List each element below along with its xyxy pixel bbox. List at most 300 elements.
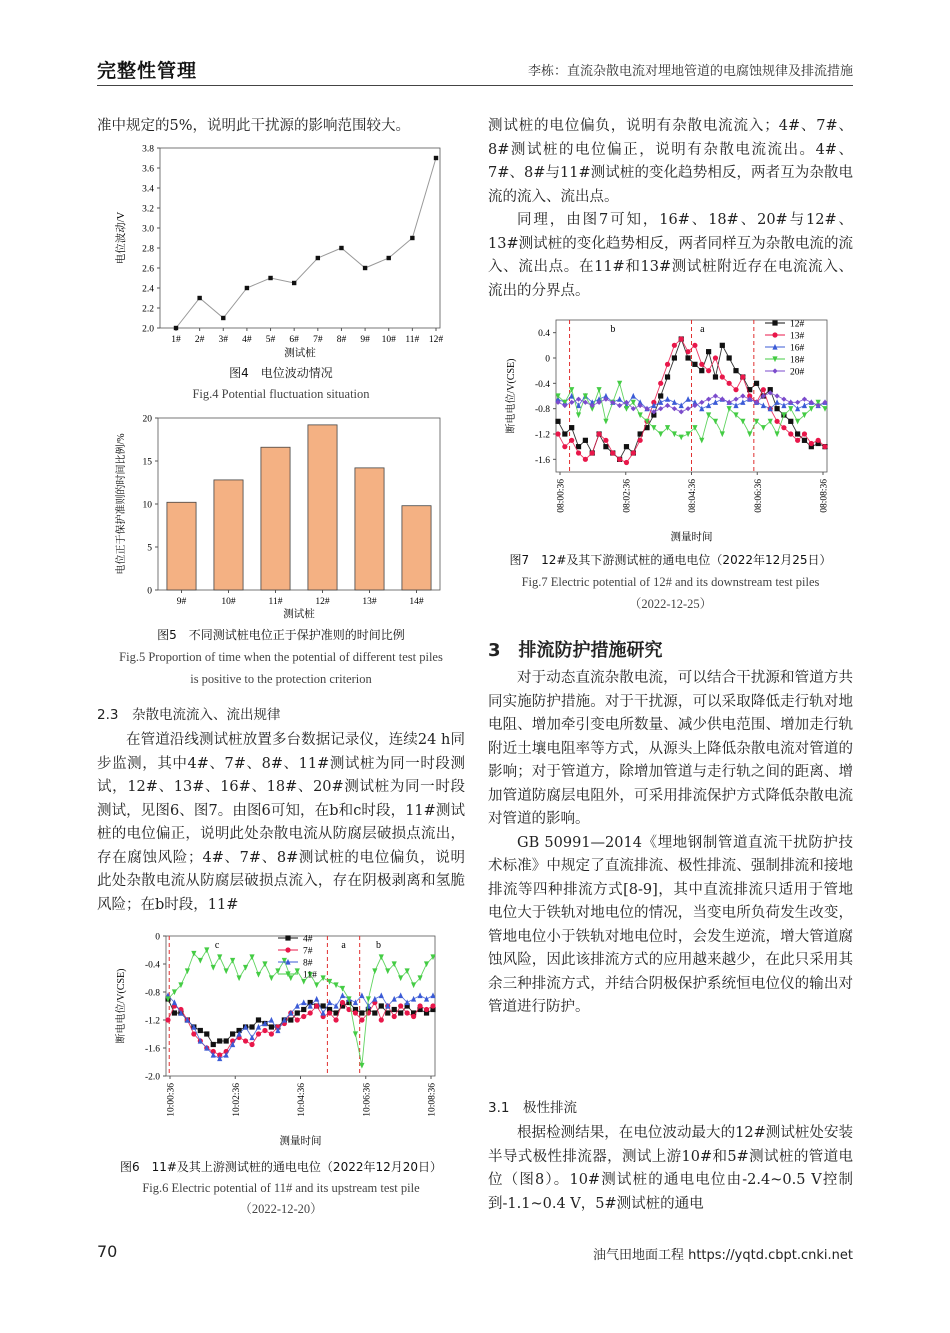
fig6-data-point bbox=[398, 992, 403, 998]
fig7-legend-marker bbox=[772, 332, 777, 337]
section-3-1-heading: 3.1 极性排流 bbox=[488, 1100, 577, 1116]
fig5-ytick-label: 0 bbox=[147, 586, 152, 597]
fig7-data-point bbox=[802, 402, 807, 408]
fig7-data-point bbox=[747, 431, 752, 437]
fig7-data-point bbox=[555, 419, 560, 424]
fig7-data-point bbox=[665, 403, 670, 408]
section-2-3-paragraph: 在管道沿线测试桩放置多台数据记录仪，连续24 h同步监测，其中4#、7#、8#、11#测试桩为同一时段测试，12#、13#、16#、18#、20#测试桩为同一时段测试，见图6、图7。由图6可知，在b和c时段，11#测试桩的电位偏正，说明此处杂散电流从防腐层破损点流出，存在腐蚀风险；4#、7#、8#测试桩的电位偏负，说明此处杂散电流从防腐层破损点流入，存在阴极剥离和氢脆风险；在b时段，11# bbox=[97, 732, 465, 913]
fig4-ytick-label: 3.8 bbox=[142, 144, 154, 155]
fig6-legend-label: 4# bbox=[303, 934, 313, 945]
fig4-ytick-label: 3.2 bbox=[142, 204, 154, 215]
fig7-data-point bbox=[740, 399, 745, 405]
fig6-xtick-label: 10:00:36 bbox=[166, 1083, 177, 1117]
fig7-chart bbox=[500, 312, 845, 544]
fig6-period-label: a bbox=[341, 940, 346, 951]
fig6-data-point bbox=[249, 1024, 254, 1029]
fig6-caption-en-1: Fig.6 Electric potential of 11# and its upstream test pile bbox=[142, 1181, 420, 1195]
fig6-data-point bbox=[295, 1017, 300, 1022]
fig4-caption-en: Fig.4 Potential fluctuation situation bbox=[192, 387, 370, 401]
fig6-data-point bbox=[314, 996, 319, 1002]
fig7-data-point bbox=[795, 400, 800, 405]
section-3-heading: 3 排流防护措施研究 bbox=[488, 640, 663, 661]
fig6-data-point bbox=[333, 1017, 338, 1022]
fig7-data-point bbox=[603, 419, 608, 425]
fig6-data-point bbox=[398, 1003, 403, 1008]
fig7-data-point bbox=[774, 419, 779, 424]
fig4-data-point bbox=[387, 256, 391, 260]
fig7-data-point bbox=[774, 406, 779, 411]
fig5-caption-en-1: Fig.5 Proportion of time when the potential of different test piles bbox=[119, 650, 443, 664]
fig4-xtick-label: 10# bbox=[381, 335, 396, 345]
fig6-ytick-label: 0 bbox=[155, 932, 160, 943]
right-col-top-text bbox=[488, 115, 853, 303]
fig5-xtick-label: 12# bbox=[315, 597, 330, 607]
fig7-data-point bbox=[795, 438, 800, 443]
fig6-data-point bbox=[256, 1017, 261, 1022]
fig6-data-point bbox=[217, 1038, 222, 1043]
fig6-data-point bbox=[256, 1031, 261, 1036]
fig4-xtick-label: 4# bbox=[242, 335, 252, 345]
fig6-data-point bbox=[262, 1028, 267, 1033]
fig7-data-point bbox=[617, 403, 622, 408]
fig6-data-point bbox=[295, 1003, 300, 1009]
fig7-data-point bbox=[576, 444, 581, 449]
fig4-plot-frame bbox=[160, 148, 440, 328]
fig6-data-point bbox=[211, 1042, 216, 1047]
fig7-data-point bbox=[727, 355, 732, 360]
fig7-data-point bbox=[802, 431, 807, 436]
fig5-bar bbox=[308, 425, 337, 590]
fig4-ytick-label: 3.4 bbox=[142, 184, 154, 195]
fig7-data-point bbox=[774, 399, 779, 405]
fig6-xlabel: 测量时间 bbox=[279, 1136, 322, 1147]
fig6-data-point bbox=[269, 1017, 274, 1023]
fig7-data-point bbox=[713, 374, 718, 379]
fig4-xtick-label: 7# bbox=[313, 335, 323, 345]
fig6-data-point bbox=[359, 1017, 364, 1022]
fig7-ytick-label: 0.4 bbox=[538, 329, 550, 340]
fig7-data-point bbox=[706, 349, 711, 354]
fig4-xtick-label: 6# bbox=[289, 335, 299, 345]
fig7-period-label: b bbox=[610, 324, 616, 335]
fig4-ytick-label: 3.0 bbox=[142, 224, 154, 235]
fig6-data-point bbox=[398, 1010, 403, 1015]
fig7-xtick-label: 08:06:36 bbox=[753, 479, 764, 513]
fig7-data-point bbox=[679, 409, 684, 414]
fig7-data-point bbox=[617, 457, 622, 462]
fig7-data-point bbox=[692, 343, 697, 348]
fig7-data-point bbox=[733, 397, 738, 402]
fig7-data-point bbox=[699, 368, 704, 373]
fig7-data-point bbox=[658, 431, 663, 437]
fig6-legend-marker bbox=[285, 935, 290, 940]
fig6-data-point bbox=[379, 954, 384, 960]
fig6-data-point bbox=[424, 996, 429, 1002]
fig4-xtick-label: 11# bbox=[405, 335, 420, 345]
fig7-data-point bbox=[576, 412, 581, 418]
section-2-3-body bbox=[97, 729, 465, 917]
fig7-data-point bbox=[596, 431, 601, 436]
fig5-ytick-label: 20 bbox=[142, 414, 152, 425]
fig5-plot-frame bbox=[158, 418, 440, 590]
fig5-caption-zh: 图5 不同测试桩电位正于保护准则的时间比例 bbox=[157, 628, 405, 642]
intro-line-block bbox=[97, 115, 465, 139]
fig4-xtick-label: 1# bbox=[171, 335, 181, 345]
fig4-ytick-label: 2.6 bbox=[142, 264, 154, 275]
fig7-data-point bbox=[706, 368, 711, 373]
fig7-data-point bbox=[617, 396, 622, 402]
fig7-data-point bbox=[754, 381, 759, 386]
section-3-1-body bbox=[488, 1122, 853, 1216]
fig6-legend-label: 11# bbox=[303, 970, 317, 981]
fig4-data-point bbox=[268, 276, 272, 280]
fig7-data-point bbox=[781, 397, 786, 402]
fig7-data-point bbox=[788, 431, 793, 436]
fig7-data-point bbox=[713, 355, 718, 360]
fig7-data-point bbox=[740, 393, 745, 398]
fig6-data-point bbox=[372, 1010, 377, 1015]
fig7-legend-label: 18# bbox=[790, 355, 805, 366]
fig7-legend-label: 20# bbox=[790, 367, 805, 378]
fig7-data-point bbox=[665, 396, 670, 402]
fig6-ytick-label: -2.0 bbox=[144, 1072, 160, 1083]
fig7-ytick-label: -0.4 bbox=[534, 379, 550, 390]
fig4-ylabel: 电位波动/V bbox=[116, 211, 127, 265]
fig6-xtick-label: 10:08:36 bbox=[427, 1083, 438, 1117]
fig7-data-point bbox=[562, 444, 567, 449]
fig7-data-point bbox=[761, 402, 766, 408]
fig6-data-point bbox=[314, 982, 319, 988]
fig7-data-point bbox=[761, 387, 766, 392]
fig5-ytick-label: 15 bbox=[142, 457, 152, 468]
fig6-data-point bbox=[288, 1017, 293, 1022]
fig7-caption-en-2: （2022-12-25） bbox=[628, 597, 713, 611]
fig6-data-point bbox=[301, 1014, 306, 1019]
fig6-data-point bbox=[424, 961, 429, 967]
fig6-data-point bbox=[392, 996, 397, 1002]
fig6-data-point bbox=[379, 1003, 384, 1008]
fig5-chart bbox=[110, 410, 450, 620]
fig7-xtick-label: 08:08:36 bbox=[819, 479, 830, 513]
fig6-data-point bbox=[191, 1031, 196, 1036]
fig6-plot-frame bbox=[166, 936, 435, 1076]
fig6-caption-en-2: （2022-12-20） bbox=[239, 1202, 323, 1216]
fig4-data-point bbox=[245, 286, 249, 290]
fig6-xtick-label: 10:06:36 bbox=[362, 1083, 373, 1117]
fig5-xtick-label: 14# bbox=[409, 597, 424, 607]
fig7-data-point bbox=[733, 368, 738, 373]
fig7-ytick-label: -1.6 bbox=[534, 455, 550, 466]
fig4-data-point bbox=[434, 156, 438, 160]
fig5-xtick-label: 9# bbox=[176, 597, 187, 607]
fig4-caption-zh: 图4 电位波动情况 bbox=[229, 366, 333, 380]
fig7-data-point bbox=[583, 457, 588, 462]
fig7-data-point bbox=[720, 343, 725, 348]
fig6-data-point bbox=[165, 1017, 170, 1022]
fig7-data-point bbox=[555, 431, 560, 436]
fig7-data-point bbox=[685, 355, 690, 360]
fig7-data-point bbox=[610, 450, 615, 455]
fig6-data-point bbox=[236, 975, 241, 981]
fig7-xtick-label: 08:02:36 bbox=[622, 479, 633, 513]
fig7-data-point bbox=[665, 374, 670, 379]
fig7-data-point bbox=[706, 402, 711, 408]
fig6-data-point bbox=[269, 975, 274, 981]
fig7-legend-marker bbox=[772, 320, 777, 325]
fig6-data-point bbox=[230, 1031, 235, 1036]
fig4-ytick-label: 2.8 bbox=[142, 244, 154, 255]
fig7-data-point bbox=[624, 406, 629, 412]
fig6-data-point bbox=[392, 1007, 397, 1012]
fig6-data-point bbox=[321, 1003, 326, 1008]
fig6-data-point bbox=[288, 975, 293, 981]
fig6-data-point bbox=[204, 1031, 209, 1036]
fig7-data-point bbox=[795, 431, 800, 436]
fig6-data-point bbox=[269, 1024, 274, 1029]
fig6-ytick-label: -1.2 bbox=[144, 1016, 160, 1027]
fig6-data-point bbox=[301, 999, 306, 1005]
fig7-data-point bbox=[720, 431, 725, 437]
fig7-data-point bbox=[569, 425, 574, 430]
fig6-chart bbox=[110, 926, 455, 1151]
fig5-ylabel: 电位正于保护准则的时间比例/% bbox=[116, 433, 127, 575]
fig7-data-point bbox=[631, 393, 636, 399]
fig7-data-point bbox=[665, 362, 670, 367]
fig7-data-point bbox=[631, 450, 636, 455]
fig6-data-point bbox=[359, 1010, 364, 1015]
fig6-data-point bbox=[198, 958, 203, 964]
fig7-data-point bbox=[706, 397, 711, 402]
fig6-period-label: b bbox=[376, 940, 382, 951]
fig7-data-point bbox=[685, 396, 690, 402]
fig4-xtick-label: 12# bbox=[428, 335, 444, 345]
fig7-ytick-label: -1.2 bbox=[534, 430, 550, 441]
fig6-data-point bbox=[411, 996, 416, 1002]
fig7-xtick-label: 08:00:36 bbox=[556, 479, 567, 513]
fig6-data-point bbox=[198, 1028, 203, 1033]
fig5-caption-en-2: is positive to the protection criterion bbox=[190, 672, 372, 686]
fig7-data-point bbox=[569, 438, 574, 443]
journal-brand: 完整性管理 bbox=[97, 60, 198, 82]
fig6-data-point bbox=[327, 1010, 332, 1015]
fig7-data-point bbox=[638, 438, 643, 443]
fig7-data-point bbox=[795, 419, 800, 425]
fig4-ytick-label: 2.0 bbox=[142, 324, 154, 335]
fig4-data-point bbox=[197, 296, 201, 300]
fig7-data-point bbox=[713, 399, 718, 405]
fig7-data-point bbox=[816, 438, 821, 443]
fig7-caption-zh: 图7 12#及其下游测试桩的通电电位（2022年12月25日） bbox=[509, 553, 832, 567]
fig4-ytick-label: 2.4 bbox=[142, 284, 154, 295]
fig5-xlabel: 测试桩 bbox=[283, 609, 315, 620]
fig4-data-point bbox=[292, 281, 296, 285]
fig6-data-point bbox=[353, 1031, 358, 1037]
fig7-data-point bbox=[781, 402, 786, 408]
fig7-data-point bbox=[624, 460, 629, 465]
fig7-data-point bbox=[576, 397, 581, 402]
fig5-ytick-label: 5 bbox=[147, 543, 152, 554]
fig6-ytick-label: -0.4 bbox=[144, 960, 160, 971]
fig6-xtick-label: 10:02:36 bbox=[231, 1083, 242, 1117]
fig7-legend-label: 13# bbox=[790, 331, 805, 342]
fig7-ytick-label: 0 bbox=[545, 354, 550, 365]
fig5-xtick-label: 13# bbox=[362, 597, 377, 607]
fig4-xtick-label: 3# bbox=[218, 335, 229, 345]
fig5-xtick-label: 10# bbox=[221, 597, 236, 607]
fig6-data-point bbox=[411, 1014, 416, 1019]
fig7-data-point bbox=[658, 381, 663, 386]
fig6-data-point bbox=[372, 968, 377, 974]
fig6-data-point bbox=[372, 996, 377, 1002]
right-continuation-paragraph: 测试桩的电位偏负，说明有杂散电流流入；4#、7#、8#测试桩的电位偏正，说明有杂散电流流出。4#、7#、8#与11#测试桩的变化趋势相反，两者互为杂散电流的流入、流出点。 bbox=[488, 118, 853, 205]
fig7-ytick-label: -0.8 bbox=[534, 405, 550, 416]
fig6-data-point bbox=[340, 992, 345, 998]
fig7-legend-label: 16# bbox=[790, 343, 805, 354]
fig7-data-point bbox=[692, 362, 697, 367]
fig7-data-point bbox=[699, 400, 704, 405]
fig7-data-point bbox=[740, 374, 745, 379]
fig4-chart bbox=[110, 140, 450, 358]
fig7-discussion-paragraph: 同理，由图7可知，16#、18#、20#与12#、13#测试桩的变化趋势相反，两者同样互为杂散电流的流入、流出点。在11#和13#测试桩附近存在电流流入、流出的分界点。 bbox=[488, 212, 853, 299]
fig7-data-point bbox=[713, 393, 718, 398]
fig7-data-point bbox=[672, 399, 677, 405]
fig7-data-point bbox=[685, 349, 690, 354]
running-title: 李栋：直流杂散电流对埋地管道的电腐蚀规律及排流措施 bbox=[527, 64, 853, 79]
fig4-xtick-label: 9# bbox=[360, 335, 370, 345]
fig7-data-point bbox=[603, 438, 608, 443]
fig6-series-line bbox=[168, 999, 433, 1045]
fig7-data-point bbox=[802, 438, 807, 443]
fig5-bar bbox=[355, 468, 384, 590]
fig7-data-point bbox=[774, 431, 779, 437]
fig6-data-point bbox=[308, 1010, 313, 1015]
fig7-data-point bbox=[658, 393, 663, 398]
fig6-data-point bbox=[417, 992, 422, 998]
fig4-xtick-label: 2# bbox=[194, 335, 205, 345]
fig7-data-point bbox=[679, 435, 684, 441]
fig6-period-label: c bbox=[214, 940, 220, 951]
fig7-data-point bbox=[699, 362, 704, 367]
fig6-legend-marker bbox=[285, 947, 290, 952]
fig4-xtick-label: 5# bbox=[265, 335, 276, 345]
fig6-data-point bbox=[366, 996, 371, 1002]
fig5-ytick-label: 10 bbox=[142, 500, 152, 511]
fig6-data-point bbox=[430, 1003, 435, 1008]
fig6-data-point bbox=[353, 1010, 358, 1015]
fig6-data-point bbox=[385, 968, 390, 974]
fig7-data-point bbox=[672, 355, 677, 360]
fig6-data-point bbox=[333, 982, 338, 988]
fig6-data-point bbox=[411, 982, 416, 988]
fig7-data-point bbox=[733, 402, 738, 408]
fig6-data-point bbox=[256, 972, 261, 978]
fig6-data-point bbox=[211, 965, 216, 971]
fig7-legend-label: 12# bbox=[790, 319, 805, 330]
fig7-data-point bbox=[802, 397, 807, 402]
journal-footer: 油气田地面工程 https://yqtd.cbpt.cnki.net bbox=[592, 1248, 853, 1263]
fig7-data-point bbox=[583, 438, 588, 443]
fig7-data-point bbox=[733, 387, 738, 392]
fig6-ytick-label: -0.8 bbox=[144, 988, 160, 999]
page-number: 70 bbox=[97, 1242, 118, 1261]
fig6-data-point bbox=[172, 1010, 177, 1015]
fig4-data-point bbox=[221, 316, 225, 320]
fig6-data-point bbox=[295, 1010, 300, 1015]
fig5-bar bbox=[167, 502, 196, 590]
fig7-data-point bbox=[761, 425, 766, 431]
fig6-data-point bbox=[379, 992, 384, 998]
section-3-body bbox=[488, 667, 853, 1020]
fig7-data-point bbox=[596, 387, 601, 393]
fig7-data-point bbox=[781, 425, 786, 430]
fig7-data-point bbox=[672, 431, 677, 437]
fig4-xtick-label: 8# bbox=[336, 335, 347, 345]
fig6-data-point bbox=[314, 1003, 319, 1008]
fig4-data-point bbox=[316, 256, 320, 260]
section-3-paragraph-1: 对于动态直流杂散电流，可以结合干扰源和管道方共同实施防护措施。对于干扰源，可以采取降低走行轨对地电阻、增加牵引变电所数量、减少供电范围、增加走行轨附近土壤电阻率等方式，从源头上降低杂散电流对管道的影响；对于管道方，除增加管道与走行轨之间的距离、增加管道防腐层电阻外，可采用排流保护方式降低杂散电流对管道的影响。 bbox=[488, 670, 853, 827]
fig4-data-point bbox=[410, 236, 414, 240]
fig5-bar bbox=[261, 447, 290, 590]
fig7-data-point bbox=[720, 374, 725, 379]
fig6-data-point bbox=[385, 1010, 390, 1015]
fig7-data-point bbox=[576, 450, 581, 455]
fig7-data-point bbox=[822, 444, 827, 449]
fig4-ytick-label: 2.2 bbox=[142, 304, 154, 315]
fig6-ylabel: 断电电位/V(CSE) bbox=[116, 968, 127, 1044]
fig6-data-point bbox=[340, 1000, 345, 1005]
fig6-data-point bbox=[301, 1007, 306, 1012]
fig7-data-point bbox=[672, 406, 677, 411]
fig7-data-point bbox=[713, 419, 718, 425]
header-rule bbox=[97, 85, 853, 86]
fig7-data-point bbox=[685, 406, 690, 411]
fig6-caption-zh: 图6 11#及其上游测试桩的通电电位（2022年12月20日） bbox=[119, 1160, 443, 1174]
fig4-series-line bbox=[176, 158, 436, 328]
section-3-paragraph-2: GB 50991—2014《埋地钢制管道直流干扰防护技术标准》中规定了直流排流、极性排流、强制排流和接地排流等四种排流方式[8-9]，其中直流排流只适用于管地电位大于铁轨对地电位的情况，当变电所负荷发生改变，管地电位小于铁轨对地电位时，会发生逆流，增大管道腐蚀风险，因此该排流方式的应用越来越少，在此只采用其余三种排流方式，并结合阴极保护系统恒电位仪的输出对管道进行防护。 bbox=[488, 834, 853, 1015]
fig7-ylabel: 断电电位/V(CSE) bbox=[506, 358, 517, 434]
fig6-data-point bbox=[269, 1031, 274, 1036]
fig4-ytick-label: 3.6 bbox=[142, 164, 154, 175]
fig7-data-point bbox=[590, 450, 595, 455]
fig6-data-point bbox=[256, 1024, 261, 1030]
fig6-data-point bbox=[185, 968, 190, 974]
fig7-data-point bbox=[679, 336, 684, 341]
fig5-bar bbox=[214, 480, 243, 590]
fig6-data-point bbox=[424, 1007, 429, 1012]
fig4-data-point bbox=[339, 246, 343, 250]
fig6-data-point bbox=[398, 975, 403, 981]
fig7-data-point bbox=[603, 444, 608, 449]
fig7-xtick-label: 08:04:36 bbox=[688, 479, 698, 513]
fig7-data-point bbox=[624, 444, 629, 449]
fig7-data-point bbox=[562, 431, 567, 436]
fig6-data-point bbox=[224, 1038, 229, 1043]
fig7-data-point bbox=[809, 441, 814, 446]
intro-line: 准中规定的5%，说明此干扰源的影响范围较大。 bbox=[97, 118, 411, 134]
fig6-data-point bbox=[379, 1017, 384, 1022]
fig6-legend-label: 7# bbox=[303, 946, 313, 957]
fig7-data-point bbox=[658, 406, 663, 411]
fig6-data-point bbox=[243, 1038, 248, 1043]
fig7-data-point bbox=[788, 419, 793, 424]
fig7-xlabel: 测量时间 bbox=[670, 532, 713, 543]
fig6-data-point bbox=[224, 968, 229, 974]
fig6-xtick-label: 10:04:36 bbox=[297, 1083, 307, 1117]
fig6-data-point bbox=[392, 1014, 397, 1019]
fig7-data-point bbox=[617, 381, 622, 387]
fig7-data-point bbox=[699, 438, 704, 444]
fig4-data-point bbox=[174, 326, 178, 330]
